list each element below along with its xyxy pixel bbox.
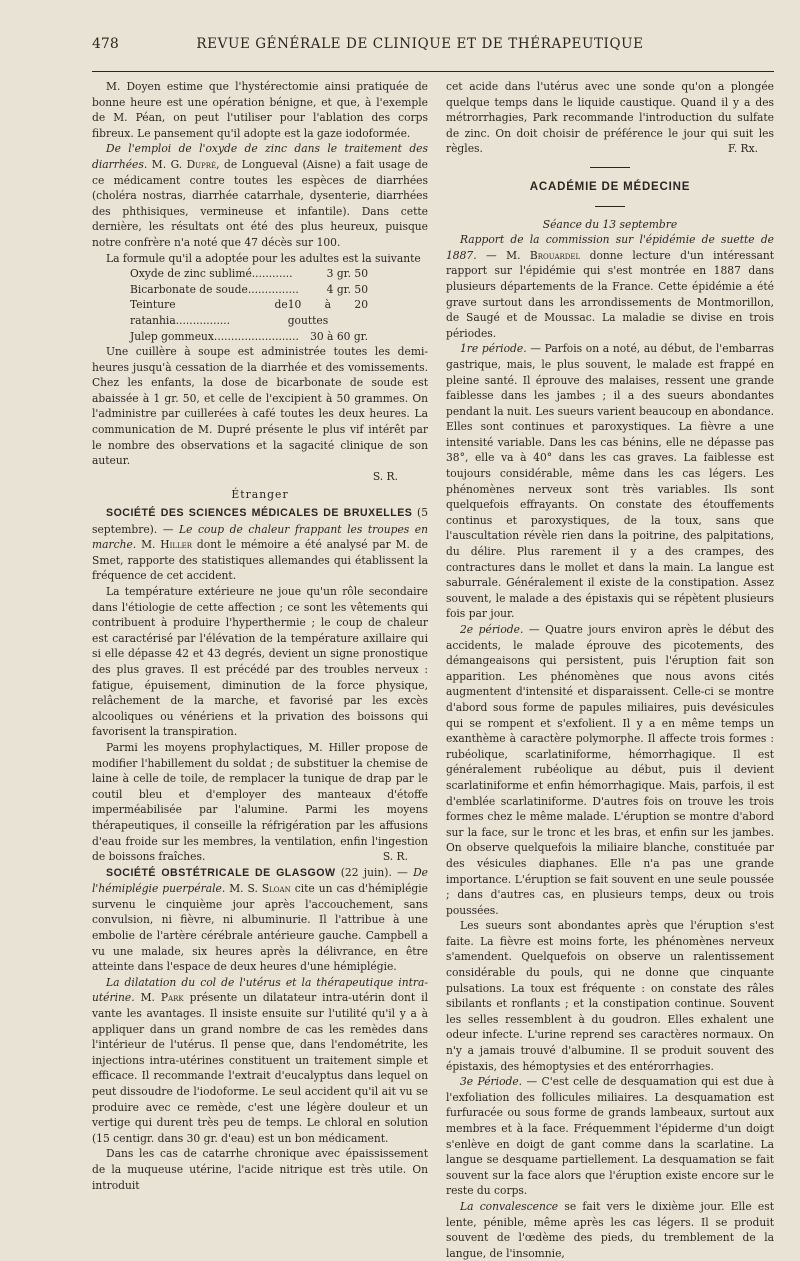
formula-row [130, 266, 428, 282]
divider [595, 206, 625, 207]
quantity: 4 gr. 50 [326, 282, 368, 296]
ingredient: Oxyde de zinc sublimé............ [130, 267, 293, 281]
page-number: 478 [92, 36, 119, 52]
article-title: Le coup de chaleur frappant les troupes en marche. [92, 522, 429, 552]
paragraph [92, 740, 428, 865]
paragraph [92, 975, 428, 1147]
formula [92, 266, 428, 344]
quantity: 3 gr. 50 [326, 267, 368, 281]
paragraph [92, 141, 428, 250]
paragraph [446, 1074, 774, 1199]
right-column [446, 79, 774, 1261]
paragraph: Les sueurs sont abondantes après que l'éruption s'est faite. La fièvre est moins forte, les phénomènes nerveux s'amendent. Quelquefois on observe un ralentissement considérable du pouls, qui ne donne que cinquante pulsations. La toux est fréquente : on constate des râles sibilants et ronflants ; et la constipation continue. Souvent les selles ressemblent à du goudron. Elles exhalent une odeur infecte. L'urine reprend ses caractères normaux. On n'y a jamais trouvé d'albumine. Il se produit souvent des épistaxis, des hémoptysies et des entérorrhagies. [446, 919, 774, 1073]
quantity: 10 à 20 gouttes [287, 298, 368, 327]
divider [590, 167, 630, 168]
article-title: Rapport de la commission sur l'épidémie de suette de 1887. [446, 233, 774, 262]
period-label: La convalescence [460, 1199, 559, 1213]
article-title: La dilatation du col de l'utérus et la thérapeutique intra-utérine. [92, 975, 428, 1005]
paragraph [446, 1199, 774, 1261]
formula-row [130, 282, 428, 298]
article-text: de Longueval (Aisne) a fait usage de ce médicament contre toutes les espèces de diarrhées (choléra nostras, diarrhée catarrhale, dysenterie, diarrhées des phthisiques, vermineuse et infantile). Dans cette dernière, les résultats ont été des plus heureux, puisque notre confrère n'a noté que 47 décès sur 100. [92, 157, 428, 249]
ingredient: Teinture de ratanhia................ [130, 298, 288, 327]
paragraph [446, 341, 774, 622]
section-heading: ACADÉMIE DE MÉDECINE [529, 180, 691, 193]
date: (22 juin). — [335, 865, 414, 879]
paragraph [92, 505, 428, 584]
period-text: — Quatre jours environ après le début des accidents, le malade éprouve des picotements, des démangeaisons qui persistent, puis l'éruption fait son apparition. Les phénomènes que nous avons cités augmentent d'intensité et disparaissent. Celle-ci se montre d'abord sous forme de papules miliaires, puis devésicules qui se rompent et s'exfolient. Il y a en même temps un exanthème à caractère polymorphe. Il affecte trois formes : rubéolique, scarlatiniforme, hémorrhagique. Il est généralement rubéolique au début, puis il devient scarlatiniforme et enfin hémorrhagique. Mais, parfois, il est d'emblée scarlatiniforme. D'autres fois on trouve les trois formes chez le même malade. L'éruption se montre d'abord sur la face, sur le tronc et les bras, et enfin sur les jambes. On observe quelquefois la miliaire blanche, constituée par des vésicules diaphanes. Elle n'a pas une grande importance. L'éruption se fait souvent en une seule poussée ; dans d'autres cas, en plusieurs temps, deux ou trois poussées. [446, 623, 774, 917]
paragraph: Dans les cas de catarrhe chronique avec épaississement de la muqueuse utérine, l'acide nitrique est très utile. On introduit [92, 1147, 428, 1192]
author: M. Park [134, 991, 184, 1005]
period-label: 2e période. [460, 623, 524, 636]
ingredient: Julep gommeux......................... [130, 329, 299, 343]
paragraph-text: cet acide dans l'utérus avec une sonde qu'on a plongée quelque temps dans le liquide caustique. Quand il y a des métrorrhagies, Park recommande l'introduction du sulfate de zinc. On doit choisir de préférence le jour qui suit les règles. [446, 80, 774, 156]
author: M. S. Sloan [225, 882, 291, 896]
section-heading: Étranger [231, 488, 289, 502]
paragraph [446, 79, 774, 157]
period-text: — C'est celle de desquamation qui est due à l'exfoliation des follicules miliaires. La desquamation est furfuracée ou sous forme de grands lambeaux, surtout aux membres et à la face. Fréquemment l'épiderme d'un doigt s'enlève en doigt de gant comme dans la scarlatine. La langue se desquame partiellement. La desquamation se fait souvent sur la face alors que l'éruption existe encore sur le reste du corps. [446, 1075, 774, 1198]
period-text: se fait vers le dixième jour. Elle est lente, pénible, même après les cas légers. Il se produit souvent de l'œdème des pieds, du tremblement de la langue, de l'insomnie, [446, 1199, 774, 1260]
session-date: Séance du 13 septembre [542, 217, 678, 231]
header-rule [92, 71, 774, 72]
date: (5 septembre). — [92, 506, 428, 536]
paragraph: Une cuillère à soupe est administrée toutes les demi-heures jusqu'à cessation de la diarrhée et des vomissements. Chez les enfants, la dose de bicarbonate de soude est abaissée à 1 gr. 50, et celle de l'excipient à 50 grammes. On l'administre par cuillerées à café toutes les deux heures. La communication de M. Dupré présente le plus vif intérêt par le nombre des observations et la sagacité clinique de son auteur. [92, 345, 428, 468]
left-column [92, 79, 428, 1193]
formula-row [130, 297, 428, 328]
article-text: présente un dilatateur intra-utérin dont il vante les avantages. Il insiste ensuite sur l'utilité qu'il y a à appliquer dans un grand nombre de cas les remèdes dans l'intérieur de l'utérus. Il pense que, dans l'endométrite, les injections intra-utérines constituent un traitement simple et efficace. Il recommande l'extrait d'eucalyptus dans lequel on peut dissoudre de l'iodoforme. Le seul accident qu'il ait vu se produire avec ce remède, c'est une légère douleur et un vertige qui durent très peu de temps. Le chloral en solution (15 centigr. dans 30 gr. d'eau) est un bon médicament. [92, 991, 428, 1145]
period-label: 1re période. [460, 342, 527, 356]
article-text: cite un cas d'hémiplégie survenu le cinquième jour après l'accouchement, sans convulsion, ni fièvre, ni albuminurie. Il l'attribue à une embolie de l'artère cérébrale antérieure gauche. Campbell a vu une malade, six heures après la délivrance, en être atteinte dans l'espace de deux heures d'une hémiplégie. [92, 882, 428, 974]
paragraph [92, 865, 428, 975]
article-text: donne lecture d'un intéressant rapport sur l'épidémie qui s'est montrée en 1887 dans plusieurs départements de la France. Cette épidémie a été grave surtout dans les arrondissements de Montmorillon, de Saugé et de Moussac. La maladie se divise en trois périodes. [446, 248, 775, 340]
author: M. G. Dupré, [151, 157, 220, 171]
period-label: 3e Période. [460, 1075, 523, 1089]
period-text: — Parfois on a noté, au début, de l'embarras gastrique, mais, le plus souvent, le malade est frappé en pleine santé. Il éprouve des malaises, ressent une grande faiblesse dans les jambes ; il a des sueurs abondantes pendant la nuit. Les sueurs varient beaucoup en abondance. Elles sont continues et paroxystiques. La fièvre a une intensité variable. Dans les cas bénins, elle ne dépasse pas 38°, elle va à 40° dans les cas graves. La faiblesse est toujours considérable, même dans les cas légers. Les phénomènes nerveux sont très variables. Ils sont quelquefois effrayants. On constate des étouffements continus et paroxystiques, de la toux, sans que l'auscultation révèle rien dans la poitrine, des palpitations, du délire. Plus rarement il y a des crampes, des contractures dans le mollet et dans la main. La langue est saburrale. Généralement il existe de la constipation. Assez souvent, le malade a des épistaxis qui se répètent plusieurs fois par jour. [446, 342, 774, 621]
paragraph: La formule qu'il a adoptée pour les adultes est la suivante [106, 251, 421, 265]
paragraph: Rapport de la commission sur l'épidémie de suette de 1887. — M. Brouardel donne lecture d'un intéressant rapport sur l'épidémie qui s'est montrée en 1887 dans plusieurs départements de la France. Cette épidémie a été grave surtout dans les arrondissements de Montmorillon, de Saugé et de Moussac. La maladie se divise en trois périodes. [446, 233, 775, 340]
running-title: REVUE GÉNÉRALE DE CLINIQUE ET DE THÉRAPEUTIQUE [196, 36, 644, 52]
signature: S. R. [382, 850, 408, 864]
author: M. Hiller [136, 538, 193, 552]
author: M. Brouardel [506, 248, 581, 262]
paragraph [446, 622, 774, 918]
signature: S. R. [372, 469, 398, 483]
society-name: SOCIÉTÉ DES SCIENCES MÉDICALES DE BRUXELLES [106, 507, 413, 520]
signature: F. Rx. [727, 142, 758, 156]
ingredient: Bicarbonate de soude............... [130, 282, 299, 296]
article-title: De l'emploi de l'oxyde de zinc dans le traitement des diarrhées. [92, 142, 428, 171]
quantity: 30 à 60 gr. [310, 329, 368, 343]
society-name: SOCIÉTÉ OBSTÉTRICALE DE GLASGOW [106, 866, 336, 879]
paragraph: M. Doyen estime que l'hystérectomie ainsi pratiquée de bonne heure est une opération bénigne, et que, à l'exemple de M. Péan, on peut l'utiliser pour l'ablation des corps fibreux. Le pansement qu'il adopte est la gaze iodoformée. [92, 80, 428, 140]
formula-row [130, 329, 428, 345]
article-text: dont le mémoire a été analysé par M. de Smet, rapporte des statistiques allemandes qui établissent la fréquence de cet accident. [92, 538, 428, 583]
paragraph: La température extérieure ne joue qu'un rôle secondaire dans l'étiologie de cette affection ; ce sont les vêtements qui contribuent à produire l'hyperthermie ; le coup de chaleur est caractérisé par l'élévation de la température axillaire qui si elle dépasse 42 et 43 degrés, devient un signe pronostique des plus graves. Il est précédé par des troubles nerveux : fatigue, épuisement, diminution de la force physique, relâchement de la marche, et favorisé par les excès alcooliques ou vénériens et la privation des boissons qui favorisent la transpiration. [92, 585, 428, 739]
paragraph-text: Parmi les moyens prophylactiques, M. Hiller propose de modifier l'habillement du soldat ; de substituer la chemise de laine à celle de toile, de remplacer la tunique de drap par le coutil bleu et d'employer des manteaux d'étoffe imperméabilisée par l'alumine. Parmi les moyens thérapeutiques, il conseille la réfrigération par les affusions d'eau froide sur les membres, la ventilation, enfin l'ingestion de boissons fraîches. [92, 740, 428, 864]
article-title: De l'hémiplégie puerpérale. [92, 865, 428, 896]
